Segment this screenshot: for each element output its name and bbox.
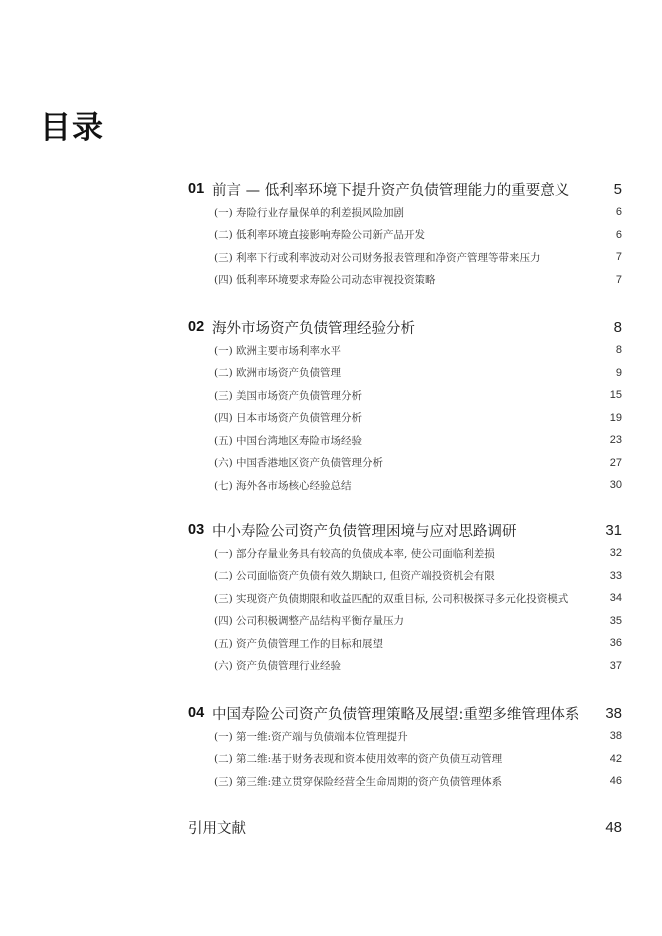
section-heading[interactable] [188,178,622,200]
toc-item-page: 33 [609,569,622,582]
toc-item-label: (三) 美国市场资产负债管理分析 [214,389,363,402]
section-page: 8 [613,318,622,336]
toc-item[interactable] [188,201,622,224]
toc-item-label: (五) 中国台湾地区寿险市场经验 [214,434,363,447]
toc-item-page: 7 [615,273,622,286]
toc-item-page: 27 [609,456,622,469]
toc-item-label: (七) 海外各市场核心经验总结 [214,479,352,492]
toc-section-04 [188,702,622,793]
page-title: 目录 [40,110,104,146]
toc-item-label: (一) 第一维:资产端与负债端本位管理提升 [214,730,408,743]
toc-item-label: (五) 资产负债管理工作的目标和展望 [214,637,384,650]
toc-item[interactable] [188,362,622,385]
toc-item-page: 9 [615,366,622,379]
section-title: 前言 — 低利率环境下提升资产负债管理能力的重要意义 [212,182,570,199]
toc-item[interactable] [188,565,622,588]
toc-references[interactable] [188,816,622,838]
section-items [188,542,622,677]
toc-item[interactable] [188,587,622,610]
toc-item-page: 36 [609,637,622,650]
toc-item[interactable] [188,407,622,430]
toc-item[interactable] [188,269,622,292]
toc-item-page: 46 [609,775,622,788]
references-label: 引用文献 [188,820,246,837]
section-title: 海外市场资产负债管理经验分析 [212,320,415,337]
toc-item-label: (一) 部分存量业务具有较高的负债成本率, 使公司面临利差损 [214,547,495,560]
toc-item[interactable] [188,429,622,452]
toc-item-page: 30 [609,479,622,492]
toc-item-label: (一) 欧洲主要市场利率水平 [214,344,342,357]
toc-item[interactable] [188,542,622,565]
section-title: 中国寿险公司资产负债管理策略及展望:重塑多维管理体系 [212,706,580,723]
toc-item-page: 7 [615,251,622,264]
toc-item-label: (三) 实现资产负债期限和收益匹配的双重目标, 公司积极探寻多元化投资模式 [214,592,569,605]
section-heading[interactable] [188,316,622,338]
section-items [188,339,622,497]
toc-item-page: 19 [609,411,622,424]
section-page: 31 [605,521,622,539]
toc-item-page: 42 [609,752,622,765]
toc-item[interactable] [188,632,622,655]
section-page: 38 [605,704,622,722]
toc-item-label: (四) 日本市场资产负债管理分析 [214,412,363,425]
toc-item[interactable] [188,725,622,748]
toc-item-page: 32 [609,547,622,560]
toc-item-label: (六) 中国香港地区资产负债管理分析 [214,457,384,470]
section-number: 02 [188,319,205,335]
section-page: 5 [613,180,622,198]
toc-item-label: (四) 公司积极调整产品结构平衡存量压力 [214,615,405,628]
toc-item[interactable] [188,610,622,633]
toc-item-label: (一) 寿险行业存量保单的利差损风险加剧 [214,206,405,219]
toc-item-label: (二) 公司面临资产负债有效久期缺口, 但资产端投资机会有限 [214,570,495,583]
toc-item-page: 23 [609,434,622,447]
toc-item[interactable] [188,452,622,475]
toc-section-01 [188,178,622,291]
toc-item-page: 15 [609,389,622,402]
toc-item-page: 6 [615,228,622,241]
section-number: 04 [188,705,205,721]
toc-item-label: (二) 欧洲市场资产负债管理 [214,367,342,380]
toc-item[interactable] [188,224,622,247]
toc-item[interactable] [188,339,622,362]
toc-item-page: 38 [609,730,622,743]
references-page: 48 [605,818,622,836]
toc-item-label: (三) 利率下行或利率波动对公司财务报表管理和净资产管理等带来压力 [214,251,541,264]
toc-item-page: 8 [615,344,622,357]
toc-item[interactable] [188,474,622,497]
toc-item[interactable] [188,770,622,793]
toc-item-page: 37 [609,659,622,672]
section-number: 03 [188,522,205,538]
toc-item-page: 35 [609,614,622,627]
section-number: 01 [188,181,205,197]
section-items [188,725,622,793]
toc-item-label: (三) 第三维:建立贯穿保险经营全生命周期的资产负债管理体系 [214,775,503,788]
toc-item[interactable] [188,655,622,678]
section-heading[interactable] [188,519,622,541]
toc-item-label: (四) 低利率环境要求寿险公司动态审视投资策略 [214,274,436,287]
toc-item-page: 6 [615,206,622,219]
section-heading[interactable] [188,702,622,724]
section-title: 中小寿险公司资产负债管理困境与应对思路调研 [212,523,517,540]
toc-item[interactable] [188,384,622,407]
toc-item[interactable] [188,246,622,269]
toc-item-label: (六) 资产负债管理行业经验 [214,660,342,673]
toc-item-label: (二) 第二维:基于财务表现和资本使用效率的资产负债互动管理 [214,753,503,766]
toc-item-page: 34 [609,592,622,605]
toc-item[interactable] [188,748,622,771]
toc-section-02 [188,316,622,497]
section-items [188,201,622,291]
toc-item-label: (二) 低利率环境直接影响寿险公司新产品开发 [214,229,426,242]
toc-section-03 [188,519,622,677]
